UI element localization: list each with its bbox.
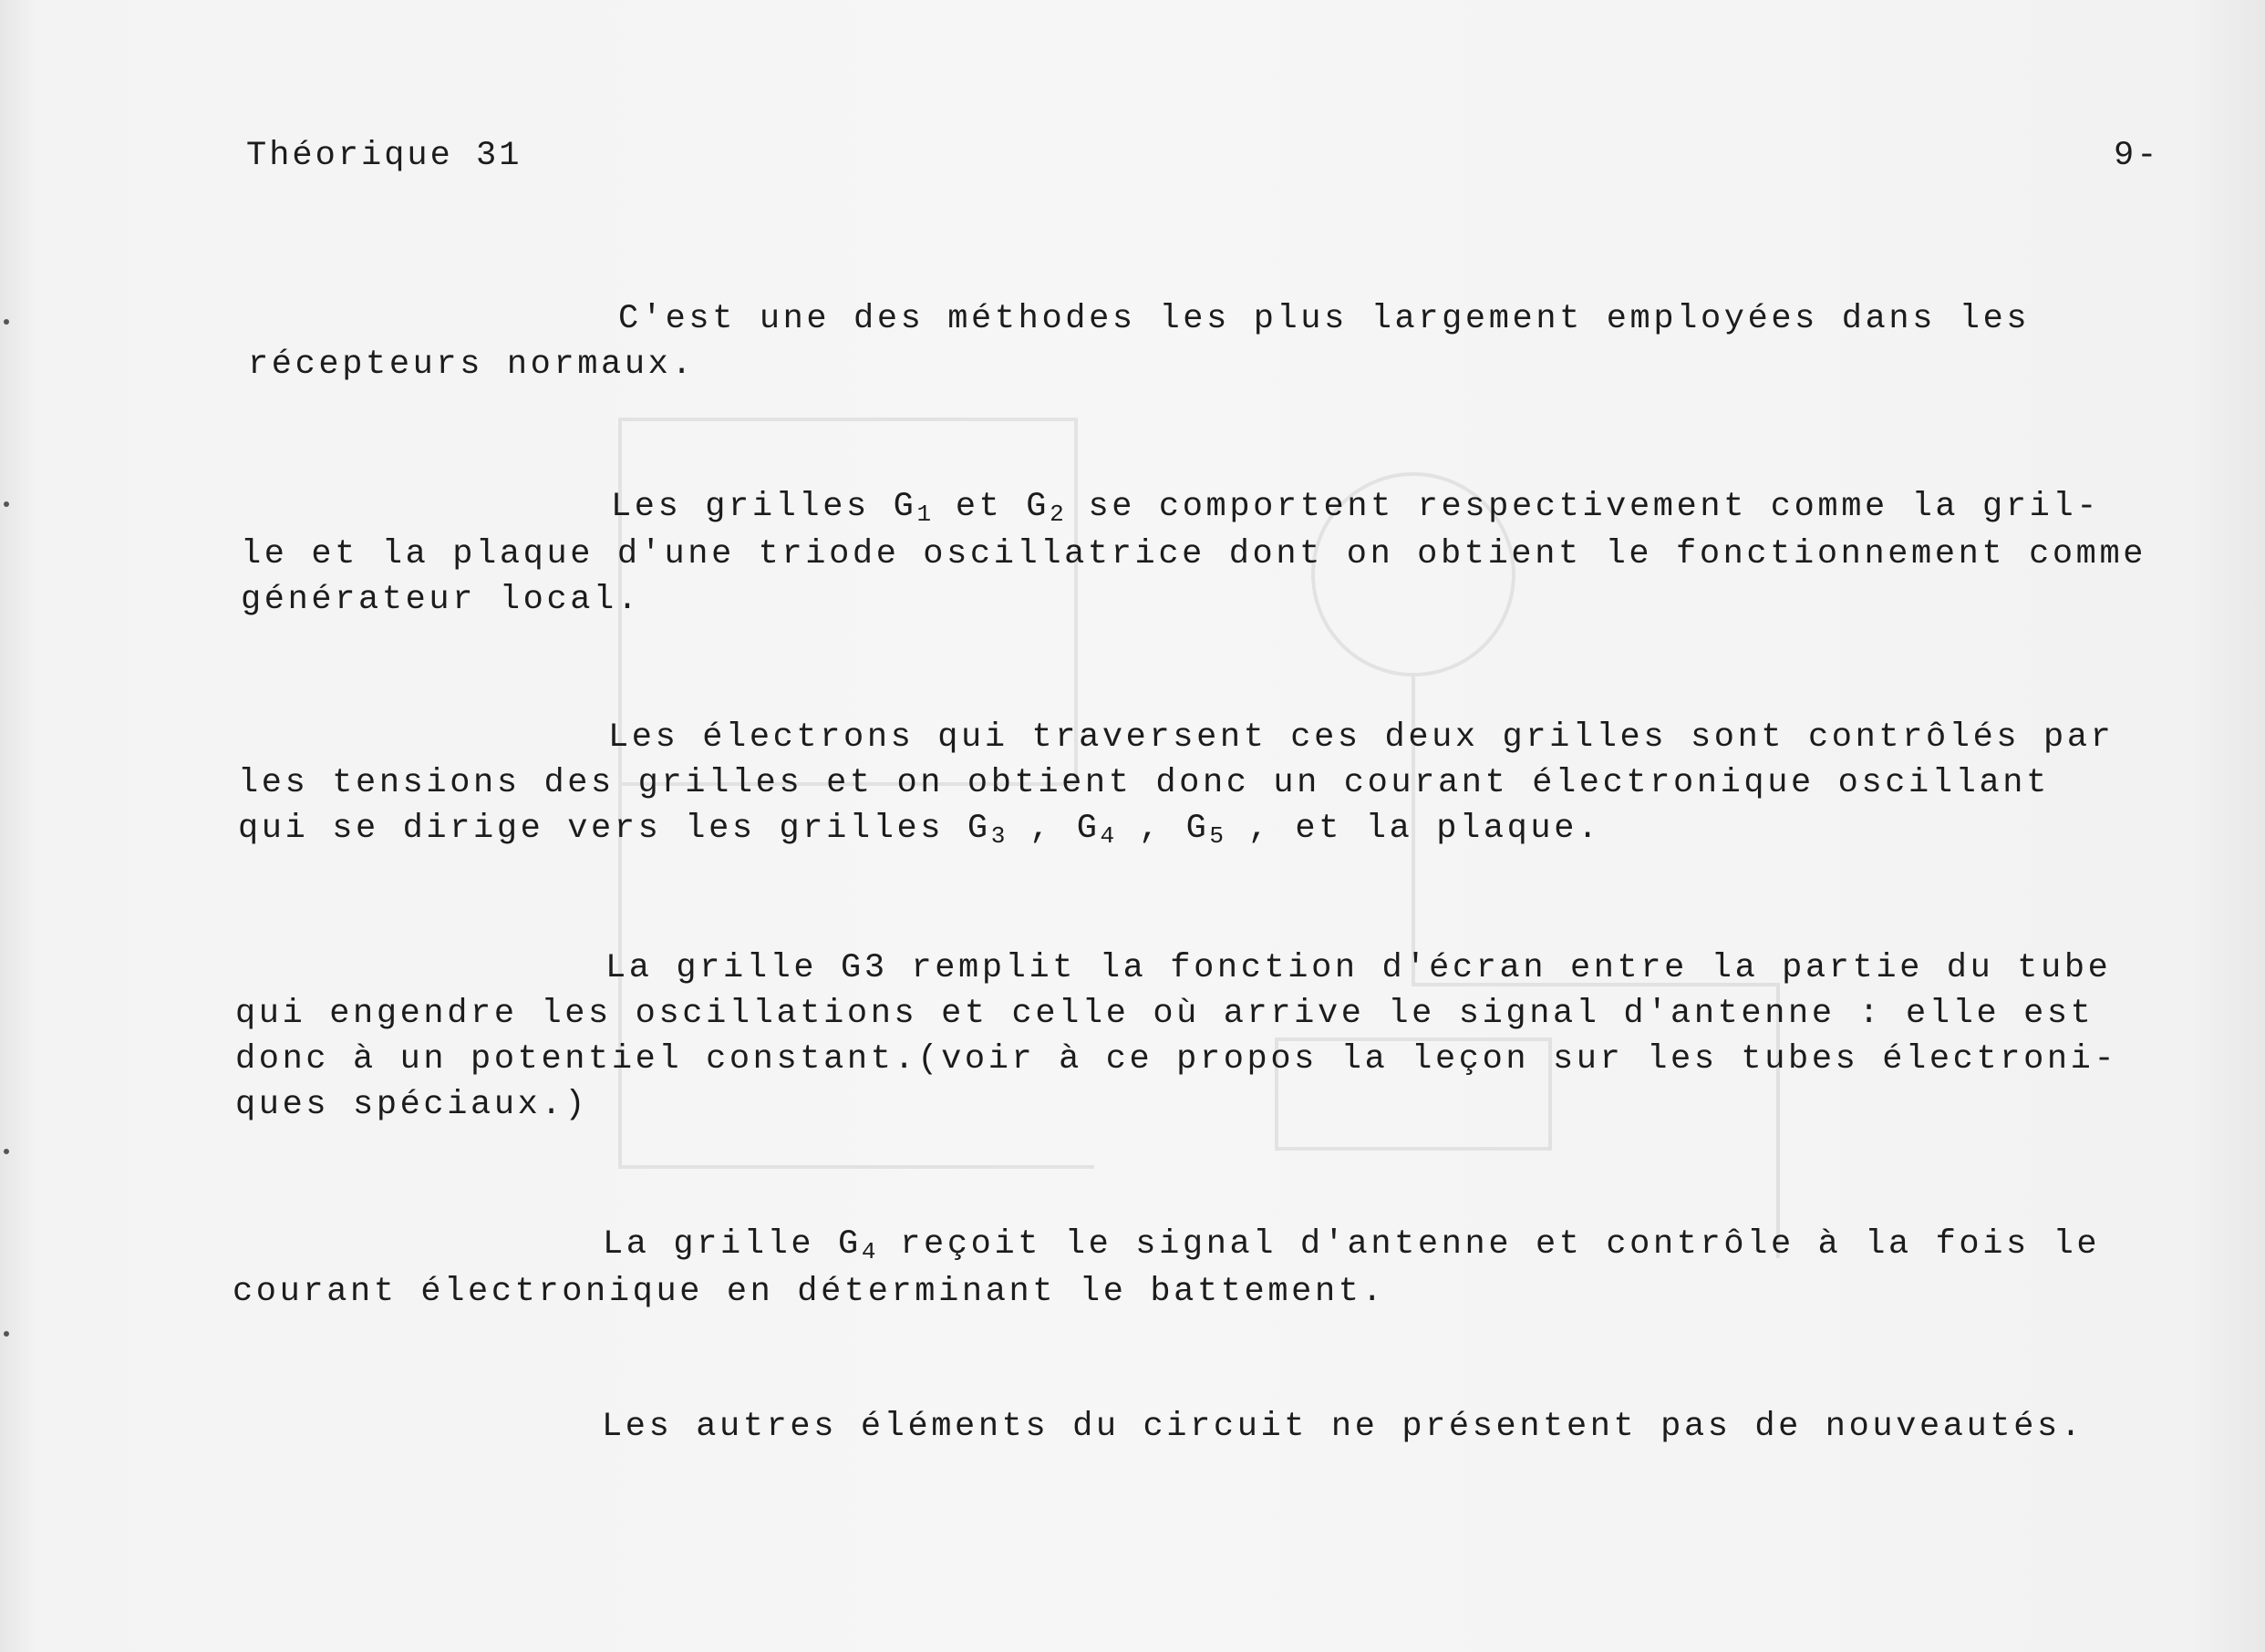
header-section-title: Théorique 31 xyxy=(246,137,522,175)
text-line: Les autres éléments du circuit ne présentent pas de nouveautés. xyxy=(602,1408,2084,1446)
paragraph-other-elements xyxy=(602,1404,2084,1450)
text-line: Les électrons qui traversent ces deux grilles sont contrôlés par xyxy=(608,718,2115,757)
subscript: 4 xyxy=(1100,822,1116,850)
text-line: le et la plaque d'une triode oscillatrice dont on obtient le fonctionnement comme xyxy=(241,535,2147,573)
text-line: Les grilles G1 et G2 se comportent respectivement comme la gril- xyxy=(611,488,2101,528)
text-line: les tensions des grilles et on obtient donc un courant électronique oscillant xyxy=(238,764,2050,802)
paragraph-grids-g1-g2 xyxy=(241,484,2146,623)
text-line: générateur local. xyxy=(241,581,641,619)
punch-hole-mark xyxy=(4,501,9,507)
punch-hole-mark xyxy=(4,1331,9,1337)
text-line: La grille G3 remplit la fonction d'écran entre la partie du tube xyxy=(605,949,2112,987)
paragraph-electrons xyxy=(238,715,2114,853)
paragraph-methods xyxy=(248,296,2030,387)
paragraph-grid-g4 xyxy=(233,1222,2100,1315)
subscript: 5 xyxy=(1209,822,1225,850)
text-line: ques spéciaux.) xyxy=(235,1086,589,1124)
subscript: 2 xyxy=(1050,501,1065,528)
punch-hole-mark xyxy=(4,1149,9,1154)
text-line: récepteurs normaux. xyxy=(248,346,696,384)
text-line: qui engendre les oscillations et celle où arrive le signal d'antenne : elle est xyxy=(235,995,2094,1033)
page-number: 9- xyxy=(2114,137,2160,175)
subscript: 4 xyxy=(861,1238,877,1265)
text-line: C'est une des méthodes les plus largement employées dans les xyxy=(618,300,2031,338)
subscript: 1 xyxy=(916,501,933,528)
text-line: donc à un potentiel constant.(voir à ce propos la leçon sur les tubes électroni- xyxy=(235,1040,2118,1079)
punch-hole-mark xyxy=(4,319,9,325)
text-line: La grille G4 reçoit le signal d'antenne et contrôle à la fois le xyxy=(603,1225,2101,1265)
paragraph-grid-g3 xyxy=(235,945,2117,1128)
text-line: courant électronique en déterminant le battement. xyxy=(233,1273,1386,1311)
subscript: 3 xyxy=(990,822,1007,850)
text-line: qui se dirige vers les grilles G3 , G4 , G5 , et la plaque. xyxy=(238,810,1601,850)
